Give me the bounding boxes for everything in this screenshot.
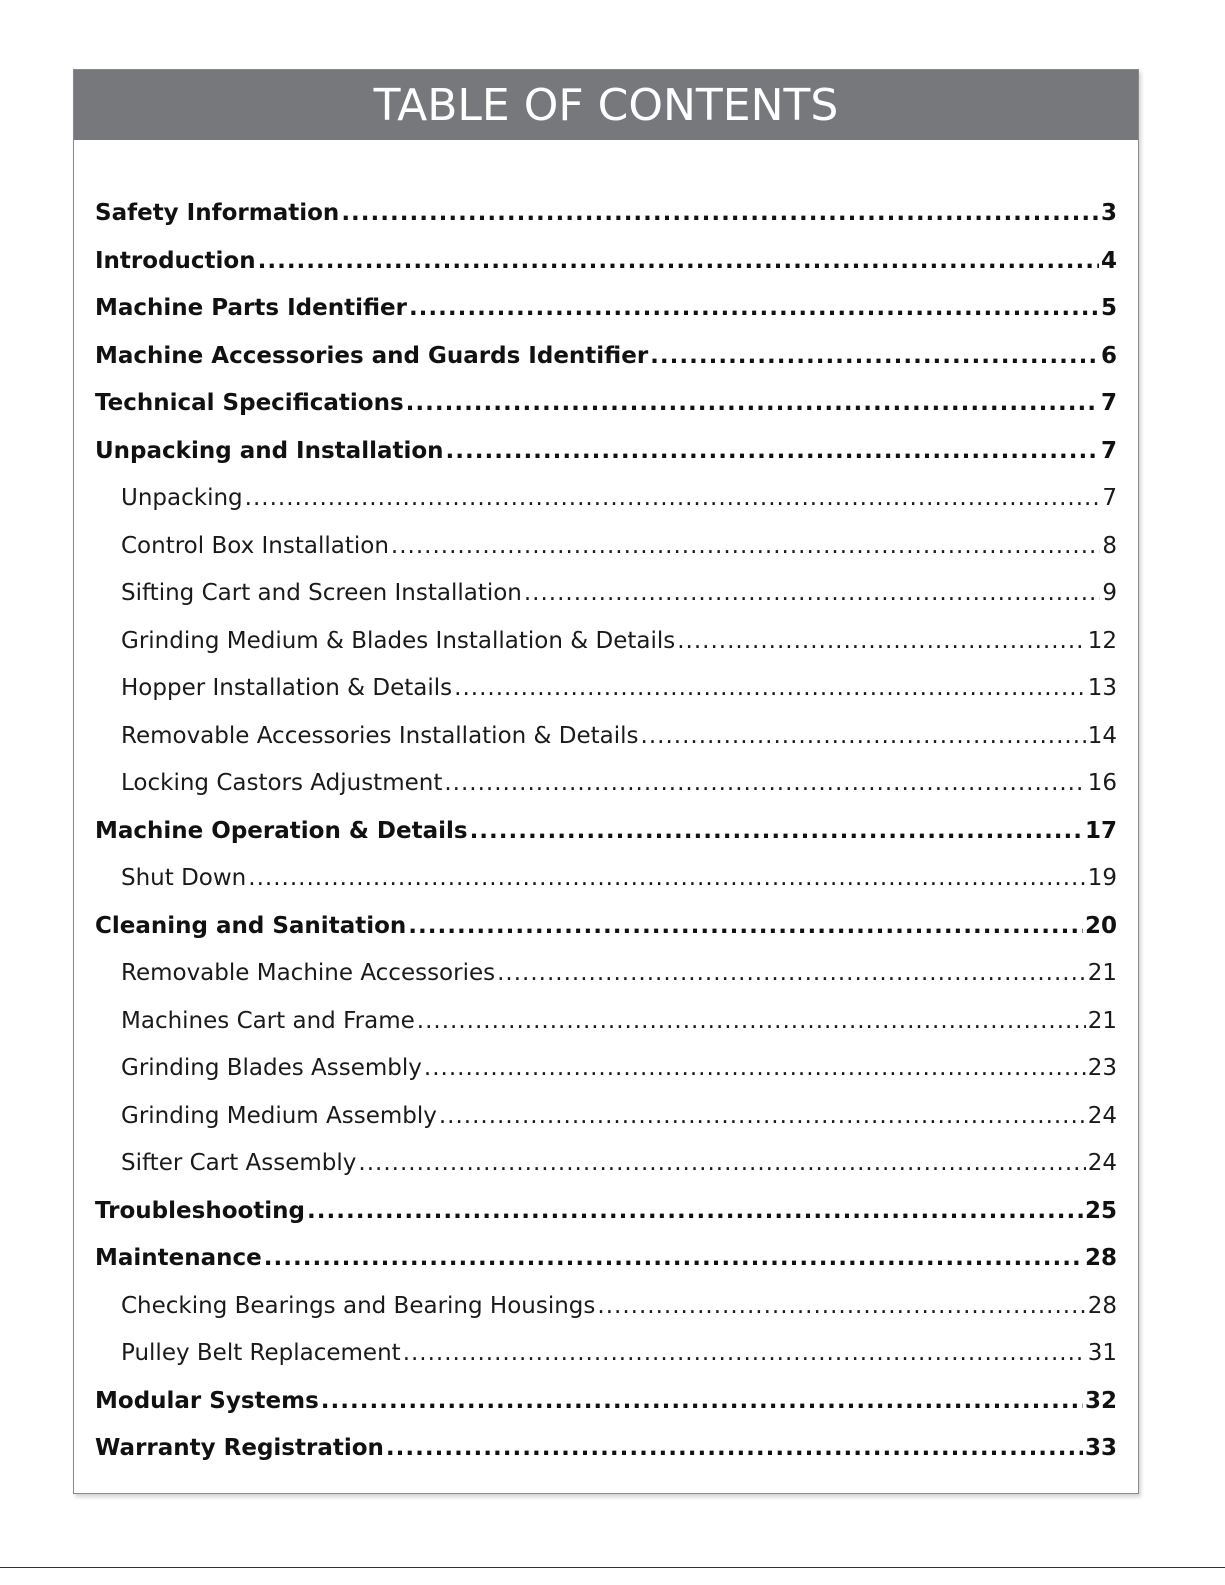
toc-page-number: 32: [1084, 1387, 1117, 1414]
toc-dot-leader: [406, 380, 1099, 428]
toc-page-number: 21: [1087, 1007, 1117, 1034]
toc-subsection-entry[interactable]: [95, 855, 1117, 903]
toc-entry-label: Warranty Registration: [95, 1435, 384, 1461]
toc-page-number: 16: [1087, 770, 1117, 796]
toc-section-entry[interactable]: [95, 285, 1117, 333]
toc-dot-leader: [258, 238, 1099, 286]
toc-page-number: 28: [1087, 1292, 1117, 1319]
toc-dot-leader: [446, 428, 1099, 476]
toc-subsection-entry[interactable]: [95, 1283, 1117, 1331]
toc-dot-leader: [439, 1093, 1086, 1141]
toc-entry-label: Locking Castors Adjustment: [121, 770, 443, 796]
toc-dot-leader: [444, 760, 1085, 808]
toc-dot-leader: [454, 665, 1086, 713]
toc-dot-leader: [307, 1188, 1083, 1236]
toc-section-entry[interactable]: [95, 380, 1117, 428]
toc-page-number: 14: [1087, 722, 1117, 749]
toc-entry-label: Sifter Cart Assembly: [121, 1150, 357, 1176]
toc-entry-label: Unpacking and Installation: [95, 437, 444, 464]
toc-entry-list: [95, 190, 1117, 1473]
toc-entry-label: Maintenance: [95, 1245, 262, 1271]
toc-dot-leader: [248, 855, 1085, 903]
toc-entry-label: Grinding Medium Assembly: [121, 1102, 437, 1129]
toc-section-entry[interactable]: [95, 190, 1117, 238]
toc-section-entry[interactable]: [95, 1425, 1117, 1473]
toc-page-number: 24: [1087, 1150, 1117, 1176]
toc-subsection-entry[interactable]: [95, 475, 1117, 523]
toc-section-entry[interactable]: [95, 238, 1117, 286]
toc-dot-leader: [403, 1330, 1086, 1378]
toc-page-number: 21: [1087, 960, 1117, 986]
toc-entry-label: Modular Systems: [95, 1387, 319, 1414]
toc-page-number: 4: [1100, 247, 1117, 274]
toc-page-number: 24: [1087, 1102, 1117, 1129]
toc-dot-leader: [264, 1235, 1083, 1283]
toc-entry-label: Machines Cart and Frame: [121, 1007, 415, 1034]
toc-subsection-entry[interactable]: [95, 713, 1117, 761]
toc-subsection-entry[interactable]: [95, 523, 1117, 571]
toc-section-entry[interactable]: [95, 333, 1117, 381]
toc-dot-leader: [524, 570, 1100, 618]
toc-page-number: 7: [1102, 485, 1117, 511]
toc-section-entry[interactable]: [95, 808, 1117, 856]
toc-page-number: 31: [1087, 1340, 1117, 1366]
toc-dot-leader: [409, 285, 1099, 333]
toc-page-number: 6: [1100, 342, 1117, 369]
toc-dot-leader: [245, 475, 1101, 523]
toc-dot-leader: [358, 1140, 1085, 1188]
toc-subsection-entry[interactable]: [95, 1140, 1117, 1188]
toc-page-number: 25: [1084, 1197, 1117, 1224]
toc-entry-label: Checking Bearings and Bearing Housings: [121, 1292, 596, 1319]
toc-subsection-entry[interactable]: [95, 665, 1117, 713]
toc-entry-label: Removable Machine Accessories: [121, 960, 496, 986]
toc-entry-label: Pulley Belt Replacement: [121, 1340, 401, 1366]
toc-header-bar: [74, 70, 1138, 140]
toc-page-number: 13: [1087, 675, 1117, 701]
toc-page-number: 33: [1084, 1435, 1117, 1461]
toc-entry-label: Hopper Installation & Details: [121, 675, 453, 701]
toc-dot-leader: [650, 333, 1099, 381]
toc-subsection-entry[interactable]: [95, 1093, 1117, 1141]
toc-section-entry[interactable]: [95, 1188, 1117, 1236]
toc-entry-label: Introduction: [95, 247, 256, 274]
toc-entry-label: Removable Accessories Installation & Details: [121, 722, 639, 749]
toc-entry-label: Cleaning and Sanitation: [95, 912, 407, 939]
toc-dot-leader: [641, 713, 1086, 761]
toc-page-number: 19: [1087, 865, 1117, 891]
toc-page-number: 12: [1087, 627, 1117, 654]
toc-entry-label: Unpacking: [121, 485, 243, 511]
toc-subsection-entry[interactable]: [95, 760, 1117, 808]
toc-subsection-entry[interactable]: [95, 618, 1117, 666]
toc-entry-label: Machine Accessories and Guards Identifier: [95, 342, 649, 369]
toc-entry-label: Technical Specifications: [95, 390, 404, 416]
toc-entry-label: Sifting Cart and Screen Installation: [121, 580, 522, 606]
toc-dot-leader: [597, 1283, 1085, 1331]
toc-page-number: 7: [1100, 437, 1117, 464]
toc-dot-leader: [417, 998, 1086, 1046]
toc-page-number: 5: [1100, 295, 1117, 321]
toc-entry-label: Machine Operation & Details: [95, 817, 468, 844]
table-of-contents-panel: [73, 69, 1139, 1494]
toc-page-number: 9: [1102, 580, 1117, 606]
toc-section-entry[interactable]: [95, 1235, 1117, 1283]
toc-dot-leader: [677, 618, 1085, 666]
toc-dot-leader: [341, 190, 1099, 238]
toc-entry-label: Safety Information: [95, 200, 340, 226]
toc-dot-leader: [497, 950, 1086, 998]
toc-entry-label: Troubleshooting: [95, 1197, 306, 1224]
toc-section-entry[interactable]: [95, 903, 1117, 951]
toc-entry-label: Shut Down: [121, 865, 247, 891]
toc-subsection-entry[interactable]: [95, 998, 1117, 1046]
toc-subsection-entry[interactable]: [95, 1330, 1117, 1378]
toc-section-entry[interactable]: [95, 428, 1117, 476]
toc-dot-leader: [391, 523, 1100, 571]
toc-page-number: 3: [1100, 200, 1117, 226]
toc-dot-leader: [408, 903, 1083, 951]
toc-subsection-entry[interactable]: [95, 1045, 1117, 1093]
toc-page-number: 28: [1084, 1245, 1117, 1271]
toc-dot-leader: [424, 1045, 1086, 1093]
toc-section-entry[interactable]: [95, 1378, 1117, 1426]
bottom-divider: [0, 1567, 1225, 1568]
toc-entry-label: Control Box Installation: [121, 532, 389, 559]
toc-entry-label: Grinding Blades Assembly: [121, 1055, 422, 1081]
toc-dot-leader: [386, 1425, 1083, 1473]
page-title: TABLE OF CONTENTS: [373, 80, 839, 131]
toc-page-number: 17: [1084, 817, 1117, 844]
toc-page-number: 23: [1087, 1055, 1117, 1081]
toc-entry-label: Machine Parts Identifier: [95, 295, 407, 321]
toc-entry-label: Grinding Medium & Blades Installation & Details: [121, 627, 676, 654]
toc-page-number: 8: [1102, 532, 1117, 559]
toc-page-number: 7: [1100, 390, 1117, 416]
toc-dot-leader: [470, 808, 1083, 856]
toc-subsection-entry[interactable]: [95, 570, 1117, 618]
toc-dot-leader: [321, 1378, 1083, 1426]
toc-page-number: 20: [1084, 912, 1117, 939]
toc-subsection-entry[interactable]: [95, 950, 1117, 998]
